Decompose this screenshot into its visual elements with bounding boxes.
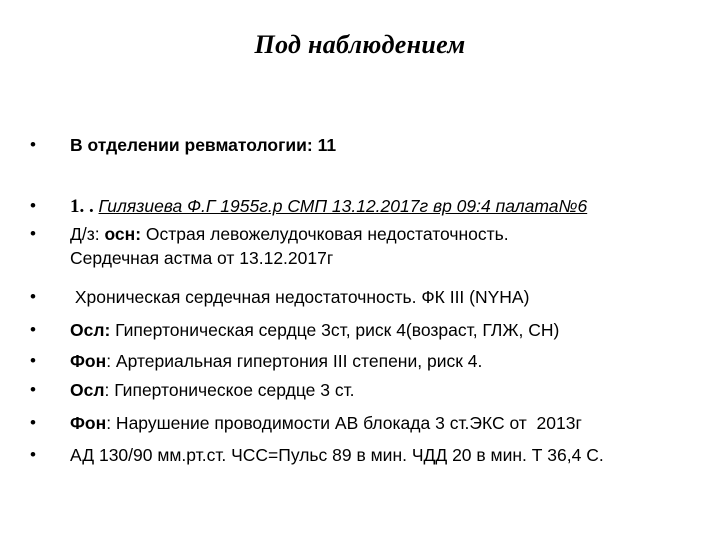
department-text: В отделении ревматологии: 11 bbox=[70, 135, 337, 155]
patient-info: Гилязиева Ф.Г 1955г.р СМП 13.12.2017г вр 09:4 палата№6 bbox=[98, 196, 588, 216]
bullet-icon: • bbox=[30, 445, 36, 464]
chronic-text: Хроническая сердечная недостаточность. ФК III (NYHA) bbox=[70, 287, 530, 307]
complication-label: Осл bbox=[70, 380, 105, 400]
list-item-diagnosis bbox=[30, 222, 710, 270]
bullet-icon: • bbox=[30, 224, 36, 243]
diagnosis-text: Острая левожелудочковая недостаточность. bbox=[145, 224, 509, 244]
bullet-icon: • bbox=[30, 196, 36, 215]
background-text: : Нарушение проводимости АВ блокада 3 ст.ЭКС от 2013г bbox=[106, 413, 582, 433]
diagnosis-prefix: Д/з: bbox=[70, 224, 105, 244]
diagnosis-main-label: осн: bbox=[104, 224, 146, 244]
slide-title: Под наблюдением bbox=[254, 30, 466, 59]
background-text: : Артериальная гипертония III степени, риск 4. bbox=[106, 351, 483, 371]
bullet-icon: • bbox=[30, 135, 36, 154]
list-item-complication-1 bbox=[30, 318, 710, 342]
bullet-icon: • bbox=[30, 287, 36, 306]
list-item-department bbox=[30, 133, 710, 157]
background-label: Фон bbox=[70, 351, 107, 371]
patient-number: 1. . bbox=[70, 196, 99, 217]
background-label: Фон bbox=[70, 413, 107, 433]
bullet-icon: • bbox=[30, 351, 36, 370]
list-item-patient bbox=[30, 194, 710, 219]
list-item-background-2 bbox=[30, 411, 710, 435]
list-item-chronic bbox=[30, 285, 710, 309]
list-item-background-1 bbox=[30, 349, 710, 373]
diagnosis-continuation: Сердечная астма от 13.12.2017г bbox=[70, 248, 334, 268]
list-item-vitals bbox=[30, 443, 710, 467]
bullet-icon: • bbox=[30, 413, 36, 432]
complication-text: Гипертоническая сердце 3ст, риск 4(возраст, ГЛЖ, СН) bbox=[115, 320, 560, 340]
list-item-complication-2 bbox=[30, 378, 710, 402]
vitals-text: АД 130/90 мм.рт.ст. ЧСС=Пульс 89 в мин. ЧДД 20 в мин. Т 36,4 С. bbox=[70, 445, 604, 465]
complication-label: Осл: bbox=[70, 320, 116, 340]
complication-text: : Гипертоническое сердце 3 ст. bbox=[104, 380, 355, 400]
bullet-icon: • bbox=[30, 380, 36, 399]
bullet-icon: • bbox=[30, 320, 36, 339]
